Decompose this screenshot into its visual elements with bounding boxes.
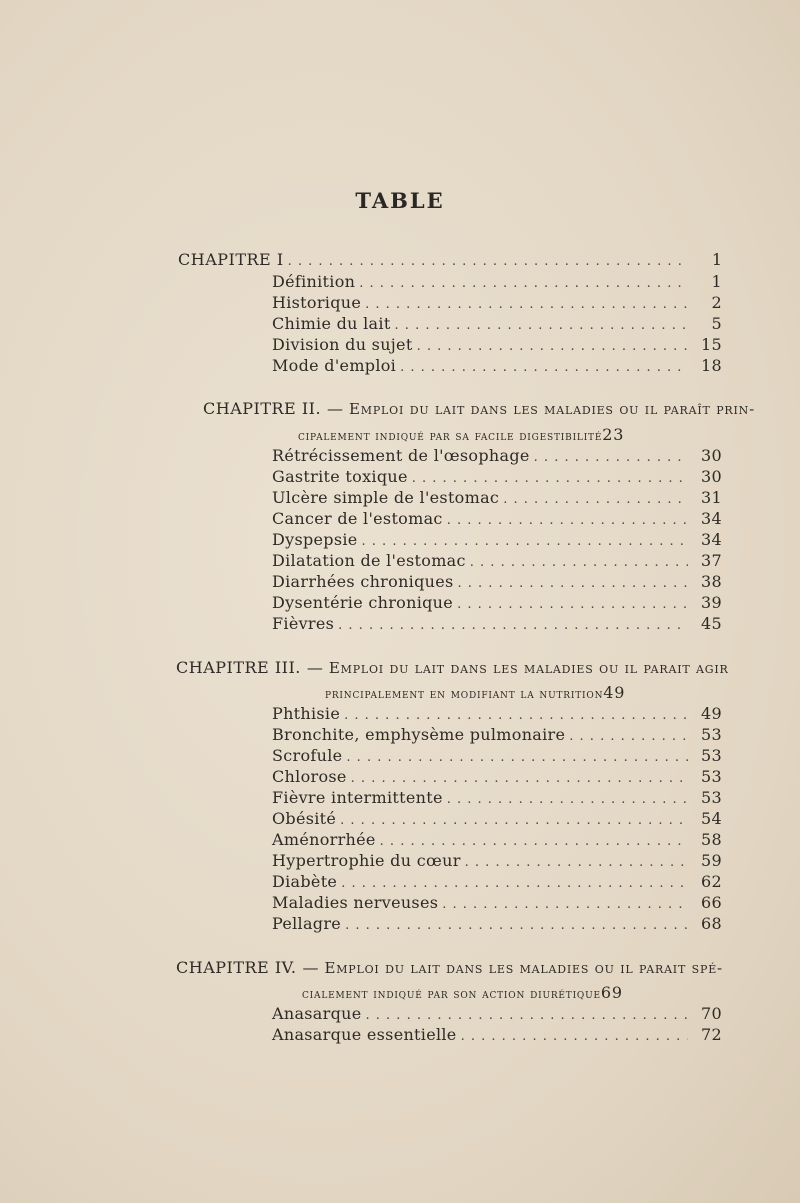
entry-label: Fièvres bbox=[272, 614, 335, 633]
entry-label: Anasarque bbox=[272, 1004, 362, 1023]
entry-label: Pellagre bbox=[272, 914, 342, 933]
page-number: 54 bbox=[701, 809, 722, 828]
leader-dots bbox=[345, 918, 688, 933]
chapter-number: CHAPITRE IV. bbox=[176, 958, 297, 977]
leader-dots bbox=[365, 297, 688, 312]
leader-dots bbox=[503, 492, 688, 507]
entry-label: Obésité bbox=[272, 809, 337, 828]
chapter-3-title-continued bbox=[325, 683, 722, 702]
page-number: 34 bbox=[701, 509, 722, 528]
page-number: 49 bbox=[701, 704, 722, 723]
page-number: 45 bbox=[701, 614, 722, 633]
page-number: 53 bbox=[701, 725, 722, 744]
entry-label: Fièvre intermittente bbox=[272, 788, 443, 807]
leader-dots bbox=[458, 576, 688, 591]
toc-entry bbox=[272, 488, 722, 507]
page-number: 68 bbox=[701, 914, 722, 933]
chapter-title-continued: principalement en modifiant la nutrition bbox=[325, 687, 604, 702]
entry-label: Bronchite, emphysème pulmonaire bbox=[272, 725, 566, 744]
page-number: 18 bbox=[701, 356, 722, 375]
page-number: 70 bbox=[701, 1004, 722, 1023]
toc-entry bbox=[272, 335, 722, 354]
chapter-number: CHAPITRE III. bbox=[176, 658, 301, 677]
leader-dots bbox=[417, 339, 688, 354]
entry-label: Scrofule bbox=[272, 746, 343, 765]
toc-entry bbox=[272, 893, 722, 912]
entry-label: Dilatation de l'estomac bbox=[272, 551, 466, 570]
chapter-number: CHAPITRE I bbox=[178, 250, 284, 269]
leader-dots bbox=[470, 555, 688, 570]
leader-dots bbox=[341, 876, 688, 891]
page-number: 1 bbox=[711, 272, 722, 291]
page-number: 59 bbox=[701, 851, 722, 870]
page-number: 30 bbox=[701, 446, 722, 465]
toc-entry bbox=[272, 572, 722, 591]
leader-dots bbox=[340, 813, 688, 828]
toc-entry bbox=[272, 704, 722, 723]
toc-entry bbox=[272, 593, 722, 612]
page-number: 69 bbox=[600, 983, 623, 1002]
chapter-number: CHAPITRE II. bbox=[203, 399, 322, 418]
entry-label: Mode d'emploi bbox=[272, 356, 397, 375]
chapter-title-continued: cipalement indiqué par sa facile digestibilité bbox=[298, 429, 603, 444]
leader-dots bbox=[395, 318, 688, 333]
entry-label: Chlorose bbox=[272, 767, 347, 786]
page-number: 39 bbox=[701, 593, 722, 612]
entry-label: Cancer de l'estomac bbox=[272, 509, 443, 528]
toc-entry bbox=[272, 725, 722, 744]
chapter-2-title-continued bbox=[298, 425, 722, 444]
entry-label: Gastrite toxique bbox=[272, 467, 408, 486]
page-number: 66 bbox=[701, 893, 722, 912]
page-number: 34 bbox=[701, 530, 722, 549]
toc-entry bbox=[272, 509, 722, 528]
page-number: 5 bbox=[711, 314, 722, 333]
entry-label: Aménorrhée bbox=[272, 830, 376, 849]
toc-entry bbox=[272, 851, 722, 870]
leader-dots bbox=[366, 1008, 688, 1023]
entry-label: Phthisie bbox=[272, 704, 341, 723]
chapter-4-heading: CHAPITRE IV. — Emploi du lait dans les maladies ou il parait spé- bbox=[176, 958, 723, 977]
page-number: 53 bbox=[701, 788, 722, 807]
chapter-2-heading: CHAPITRE II. — Emploi du lait dans les maladies ou il paraît prin- bbox=[203, 399, 755, 418]
entry-label: Dyspepsie bbox=[272, 530, 358, 549]
toc-entry bbox=[272, 551, 722, 570]
toc-entry bbox=[272, 1025, 722, 1044]
chapter-3-heading: CHAPITRE III. — Emploi du lait dans les maladies ou il parait agir bbox=[176, 658, 729, 677]
chapter-title-continued: cialement indiqué par son action diurétique bbox=[302, 987, 601, 1002]
toc-entry bbox=[272, 746, 722, 765]
entry-label: Ulcère simple de l'estomac bbox=[272, 488, 500, 507]
toc-entry bbox=[272, 272, 722, 291]
page-title: TABLE bbox=[355, 188, 445, 213]
leader-dots bbox=[465, 855, 688, 870]
toc-entry bbox=[272, 872, 722, 891]
entry-label: Maladies nerveuses bbox=[272, 893, 439, 912]
leader-dots bbox=[534, 450, 688, 465]
toc-entry bbox=[272, 314, 722, 333]
page-number: 38 bbox=[701, 572, 722, 591]
chapter-title: Emploi du lait dans les maladies ou il parait agir bbox=[328, 659, 729, 677]
chapter-title: Emploi du lait dans les maladies ou il paraît prin- bbox=[349, 400, 755, 418]
leader-dots bbox=[442, 897, 688, 912]
entry-label: Anasarque essentielle bbox=[272, 1025, 457, 1044]
entry-label: Historique bbox=[272, 293, 362, 312]
page-number: 53 bbox=[701, 767, 722, 786]
chapter-1-heading bbox=[178, 250, 722, 269]
leader-dots bbox=[359, 276, 688, 291]
entry-label: Chimie du lait bbox=[272, 314, 391, 333]
toc-entry bbox=[272, 1004, 722, 1023]
leader-dots bbox=[461, 1029, 688, 1044]
toc-entry bbox=[272, 914, 722, 933]
entry-label: Diarrhées chroniques bbox=[272, 572, 454, 591]
toc-entry bbox=[272, 614, 722, 633]
chapter-4-title-continued bbox=[302, 983, 722, 1002]
leader-dots bbox=[362, 534, 688, 549]
page-number: 31 bbox=[701, 488, 722, 507]
leader-dots bbox=[400, 360, 688, 375]
chapter-title: Emploi du lait dans les maladies ou il parait spé- bbox=[324, 959, 723, 977]
leader-dots bbox=[346, 750, 688, 765]
page-number: 30 bbox=[701, 467, 722, 486]
page-number: 58 bbox=[701, 830, 722, 849]
page-number: 37 bbox=[701, 551, 722, 570]
entry-label: Division du sujet bbox=[272, 335, 413, 354]
leader-dots bbox=[569, 729, 688, 744]
page-number: 62 bbox=[701, 872, 722, 891]
leader-dots bbox=[344, 708, 688, 723]
leader-dots bbox=[447, 513, 688, 528]
toc-entry bbox=[272, 293, 722, 312]
leader-dots bbox=[447, 792, 688, 807]
toc-entry bbox=[272, 530, 722, 549]
toc-entry bbox=[272, 767, 722, 786]
page-number: 49 bbox=[603, 683, 626, 702]
page-number: 23 bbox=[602, 425, 625, 444]
toc-entry bbox=[272, 830, 722, 849]
page-number: 1 bbox=[711, 250, 722, 269]
entry-label: Dysentérie chronique bbox=[272, 593, 454, 612]
leader-dots bbox=[288, 254, 688, 269]
toc-entry bbox=[272, 446, 722, 465]
entry-label: Hypertrophie du cœur bbox=[272, 851, 461, 870]
toc-entry bbox=[272, 356, 722, 375]
leader-dots bbox=[338, 618, 688, 633]
page-number: 53 bbox=[701, 746, 722, 765]
entry-label: Définition bbox=[272, 272, 356, 291]
page-number: 15 bbox=[701, 335, 722, 354]
toc-entry bbox=[272, 788, 722, 807]
entry-label: Rétrécissement de l'œsophage bbox=[272, 446, 530, 465]
page-number: 2 bbox=[711, 293, 722, 312]
leader-dots bbox=[351, 771, 688, 786]
leader-dots bbox=[380, 834, 688, 849]
toc-entry bbox=[272, 467, 722, 486]
page-number: 72 bbox=[701, 1025, 722, 1044]
leader-dots bbox=[412, 471, 688, 486]
leader-dots bbox=[457, 597, 688, 612]
toc-entry bbox=[272, 809, 722, 828]
entry-label: Diabète bbox=[272, 872, 338, 891]
